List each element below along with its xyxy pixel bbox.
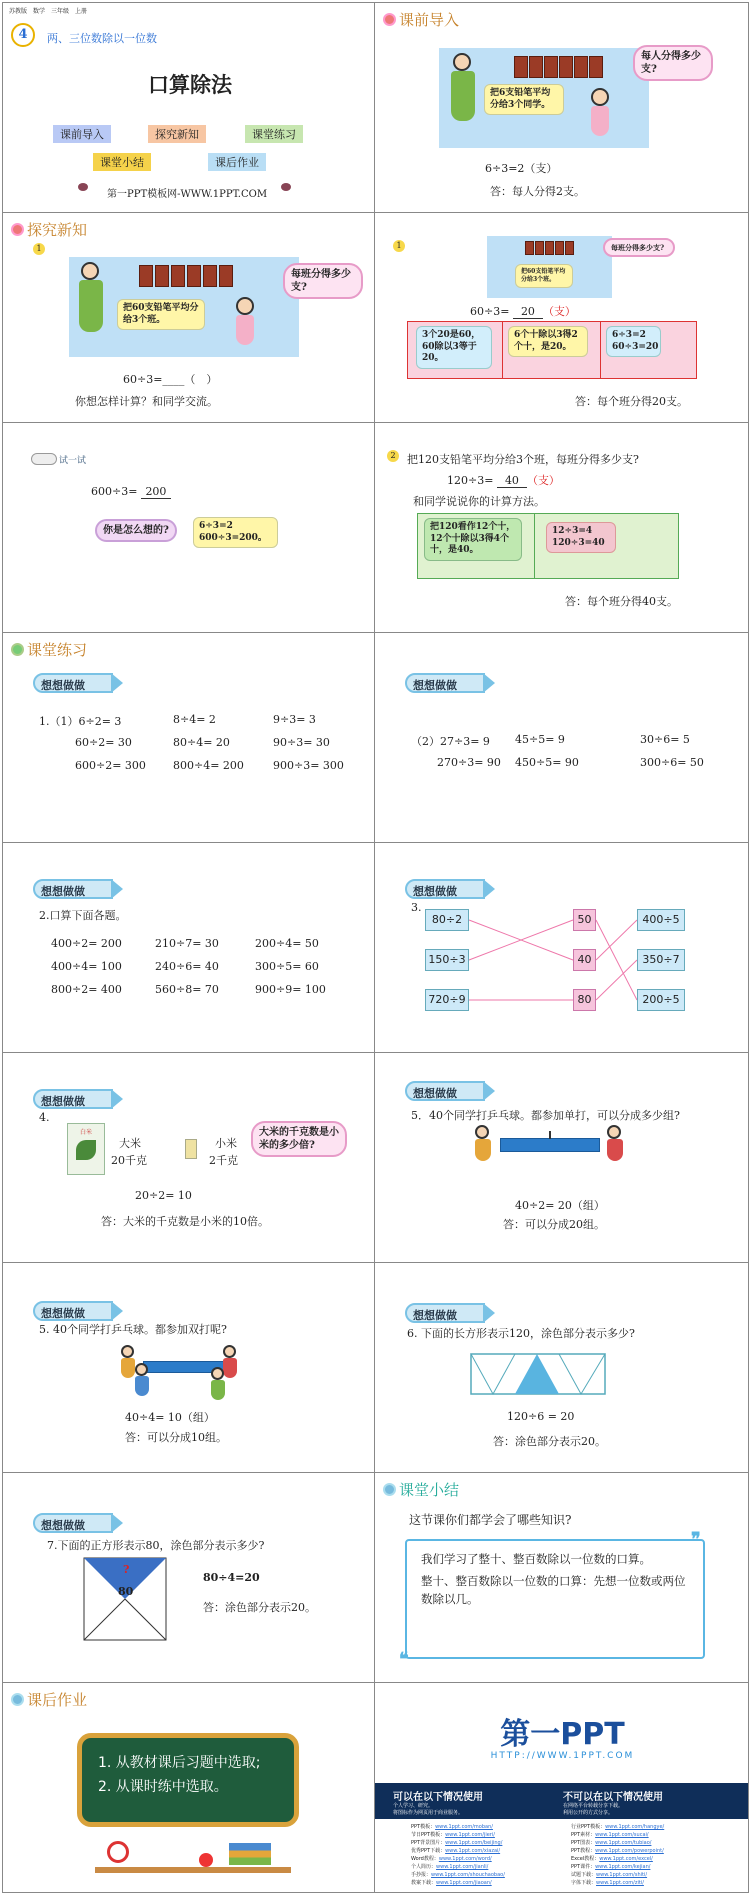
exercise-cell: 300÷6= 50 (640, 756, 704, 769)
unit-badge: 4 (11, 23, 35, 47)
link-row[interactable]: 试题下载：www.1ppt.com/shiti/ (571, 1872, 648, 1878)
pencil-icon (559, 56, 573, 78)
slide-square[interactable] (2, 1472, 376, 1683)
answer-bubble: 6÷3=2 600÷3=200。 (193, 517, 278, 548)
bell-icon (383, 13, 396, 26)
desk-shelf (95, 1867, 291, 1873)
answer: 答：大米的千克数是小米的10倍。 (101, 1215, 269, 1228)
section-header: 课堂练习 (11, 639, 87, 660)
mid-value: 80 (573, 989, 596, 1011)
num-badge: 1 (393, 240, 405, 252)
left-expr: 150÷3 (425, 949, 469, 971)
equation: 6÷3=2（支） (485, 162, 558, 175)
link-row[interactable]: PPT素材：www.1ppt.com/sucai/ (571, 1832, 649, 1838)
triangle (559, 1354, 605, 1394)
question-mark: ? (123, 1563, 130, 1576)
can-item: 个人学习、研究。 (393, 1803, 434, 1809)
illustration (69, 257, 299, 357)
slide-title[interactable] (2, 2, 376, 213)
pencil-icon (219, 265, 233, 287)
small-label: 小米 (215, 1137, 237, 1150)
exercise-cell: 90÷3= 30 (273, 736, 330, 749)
match-lines (375, 843, 749, 1053)
question: 7.下面的正方形表示80，涂色部分表示多少? (47, 1539, 265, 1552)
bell-icon (11, 643, 24, 656)
bee-icon (78, 183, 88, 191)
links-right (571, 1823, 664, 1887)
triangle (471, 1354, 515, 1394)
question: 把120支铅笔平均分给3个班，每班分得多少支? (407, 453, 639, 466)
slide-matching[interactable] (374, 842, 749, 1053)
cant-title: 不可以在以下情况使用 (563, 1792, 663, 1803)
mid-value: 40 (573, 949, 596, 971)
footer-text: 第一PPT模板网-WWW.1PPT.COM (107, 189, 268, 200)
crumbs: 苏教版 数学 三年级 上册 (9, 8, 88, 15)
question: 5. 40个同学打乒乓球。都参加双打呢? (39, 1323, 227, 1336)
left-expr: 80÷2 (425, 909, 469, 931)
exercise-cell: 210÷7= 30 (155, 937, 219, 950)
exercise-cell: 800÷2= 400 (51, 983, 122, 996)
link-row[interactable]: PPT模板：www.1ppt.com/moban/ (411, 1824, 493, 1830)
pencil-icon (155, 265, 169, 287)
equation: 60÷3= 20 （支） (470, 305, 576, 318)
summary-point: 整十、整百数除以一位数的口算：先想一位数或两位数除以几。 (421, 1573, 686, 1606)
link-row[interactable]: PPT背景图片：www.1ppt.com/beijing/ (411, 1840, 503, 1846)
tab-explore[interactable]: 探究新知 (148, 125, 206, 143)
pencil-icon (555, 241, 564, 255)
bell-icon (11, 1693, 24, 1706)
link-row[interactable]: PPT课件：www.1ppt.com/kejian/ (571, 1864, 651, 1870)
link-row[interactable]: 节日PPT模板：www.1ppt.com/jieri/ (411, 1832, 495, 1838)
section-header: 课前导入 (383, 9, 459, 30)
exercise-cell: 450÷5= 90 (515, 756, 579, 769)
try-label: 试一试 (59, 456, 87, 466)
leaf-icon (76, 1140, 96, 1160)
exercise-cell: 560÷8= 70 (155, 983, 219, 996)
exercise-cell: 240÷6= 40 (155, 960, 219, 973)
think-tag: 想想做做 (405, 1081, 485, 1101)
links-left (411, 1823, 505, 1887)
link-row[interactable]: 字体下载：www.1ppt.com/ziti/ (571, 1880, 644, 1886)
match-line (596, 920, 637, 960)
pencil-icon (535, 241, 544, 255)
cant-item: 利用公开的方式分享。 (563, 1810, 614, 1816)
slide-explore-1[interactable] (2, 212, 376, 423)
discussion-prompt: 和同学说说你的计算方法。 (413, 495, 545, 508)
pencil-icon (574, 56, 588, 78)
think-tag: 想想做做 (405, 673, 485, 693)
question-bubble: 每人分得多少支? (633, 45, 713, 81)
pencil-icon (187, 265, 201, 287)
pencil-icon (514, 56, 528, 78)
exercise-cell: 1.（1）6÷2= 3 (39, 715, 122, 728)
link-row[interactable]: 行业PPT模板：www.1ppt.com/hangye/ (571, 1824, 665, 1830)
car-icon (31, 453, 57, 465)
summary-question: 这节课你们都学会了哪些知识? (409, 1513, 572, 1527)
exercise-title: 2.口算下面各题。 (39, 909, 127, 922)
exercise-cell: 400÷4= 100 (51, 960, 122, 973)
slide-rice[interactable] (2, 1052, 376, 1263)
answer: 答：可以分成10组。 (125, 1431, 227, 1444)
exercise-cell: 270÷3= 90 (437, 756, 501, 769)
equation: 60÷3=____（ ） (123, 373, 218, 386)
equation: 40÷2= 20（组） (515, 1199, 605, 1212)
answer: 答：每个班分得40支。 (565, 595, 678, 608)
method-panel (417, 513, 679, 579)
section-header: 探究新知 (11, 219, 87, 240)
center-value: 80 (118, 1585, 134, 1598)
slide-practice-2[interactable] (374, 632, 749, 843)
unit-title: 两、三位数除以一位数 (47, 32, 157, 45)
exercise-cell: 8÷4= 2 (173, 713, 216, 726)
link-row[interactable]: 教案下载：www.1ppt.com/jiaoan/ (411, 1880, 492, 1886)
slide-try[interactable] (2, 422, 376, 633)
millet-bag-image (185, 1139, 197, 1159)
can-item: 将图标作为网页用于商业服务。 (393, 1810, 464, 1816)
links-panel (375, 1819, 749, 1893)
pencil-icon (565, 241, 574, 255)
slide-pingpong-double[interactable] (2, 1262, 376, 1473)
exercise-cell: 900÷9= 100 (255, 983, 326, 996)
num-badge: 1 (33, 243, 45, 255)
pencil-icon (525, 241, 534, 255)
exercise-cell: 30÷6= 5 (640, 733, 690, 746)
think-tag: 想想做做 (33, 1513, 113, 1533)
exercise-cell: 45÷5= 9 (515, 733, 565, 746)
slide-explore-2[interactable] (374, 212, 749, 423)
think-tag: 想想做做 (33, 1301, 113, 1321)
method-2: 12÷3=4 120÷3=40 (546, 522, 616, 553)
illustration (487, 236, 612, 298)
section-header: 课堂小结 (383, 1479, 459, 1500)
exercise-cell: 200÷4= 50 (255, 937, 319, 950)
equation: 20÷2= 10 (135, 1189, 192, 1202)
tab-preview[interactable]: 课前导入 (53, 125, 111, 143)
match-line (596, 920, 637, 1000)
think-tag: 想想做做 (33, 673, 113, 693)
question-bubble: 每班分得多少支? (603, 238, 675, 257)
think-tag: 想想做做 (33, 1089, 113, 1109)
bell-icon (383, 1483, 396, 1496)
clock-icon (107, 1841, 129, 1863)
question: 6. 下面的长方形表示120，涂色部分表示多少? (407, 1327, 635, 1340)
apple-icon (199, 1853, 213, 1867)
slide-pingpong-single[interactable] (374, 1052, 749, 1263)
method-1: 3个20是60，60除以3等于20。 (416, 326, 492, 369)
exercise-cell: （2）27÷3= 9 (411, 735, 490, 748)
equation: 120÷3= 40 （支） (447, 474, 560, 487)
tab-practice[interactable]: 课堂练习 (245, 125, 303, 143)
link-row[interactable]: PPT教程：www.1ppt.com/powerpoint/ (571, 1848, 664, 1854)
link-row[interactable]: 个人简历：www.1ppt.com/jianli/ (411, 1864, 489, 1870)
slide-homework[interactable] (2, 1682, 376, 1893)
think-tag: 想想做做 (405, 879, 485, 899)
page-title: 口算除法 (148, 73, 232, 97)
exercise-cell: 800÷4= 200 (173, 759, 244, 772)
method-3: 6÷3=2 60÷3=20 (606, 326, 661, 357)
exercise-cell: 400÷2= 200 (51, 937, 122, 950)
exercise-num: 3. (411, 901, 422, 914)
bee-icon (281, 183, 291, 191)
method-2: 6个十除以3得2个十，是20。 (508, 326, 588, 357)
small-weight: 2千克 (209, 1154, 238, 1167)
answer: 答：涂色部分表示20。 (493, 1435, 606, 1448)
chalkboard (77, 1733, 299, 1827)
exercise-cell: 9÷3= 3 (273, 713, 316, 726)
exercise-num: 4. (39, 1111, 50, 1124)
mid-value: 50 (573, 909, 596, 931)
slide-rectangle[interactable] (374, 1262, 749, 1473)
num-badge: 2 (387, 450, 399, 462)
link-row[interactable]: Excel教程：www.1ppt.com/excel/ (571, 1856, 653, 1862)
tab-summary[interactable]: 课堂小结 (93, 153, 151, 171)
section-header: 课后作业 (11, 1689, 87, 1710)
logo: 第一PPT (500, 1717, 625, 1752)
shaded-triangle (515, 1354, 559, 1394)
question-bubble: 大米的千克数是小米的多少倍? (251, 1121, 347, 1157)
slide-practice-1[interactable] (2, 632, 376, 843)
equation: 120÷6 = 20 (507, 1410, 575, 1423)
rectangle-figure (470, 1353, 606, 1395)
speech-bubble: 把60支铅笔平均分给3个班。 (117, 299, 205, 330)
logo-url: HTTP://WWW.1PPT.COM (490, 1751, 635, 1761)
think-tag: 想想做做 (33, 879, 113, 899)
right-expr: 200÷5 (637, 989, 685, 1011)
big-weight: 20千克 (111, 1154, 147, 1167)
right-expr: 400÷5 (637, 909, 685, 931)
books-icon (229, 1843, 271, 1865)
match-line (596, 960, 637, 1000)
link-row[interactable]: PPT图表：www.1ppt.com/tubiao/ (571, 1840, 652, 1846)
quote-icon: ❝ (399, 1649, 409, 1670)
homework-item: 2. 从课时练中选取。 (98, 1778, 228, 1795)
exercise-cell: 300÷5= 60 (255, 960, 319, 973)
slide-example-2[interactable] (374, 422, 749, 633)
slide-summary[interactable] (374, 1472, 749, 1683)
pencil-icon (203, 265, 217, 287)
pencil-icon (171, 265, 185, 287)
pencil-icon (589, 56, 603, 78)
summary-box (405, 1539, 705, 1659)
can-title: 可以在以下情况使用 (393, 1792, 483, 1803)
right-expr: 350÷7 (637, 949, 685, 971)
cant-item: 在网络平台转载分享下载。 (563, 1803, 624, 1809)
equation: 600÷3= 200 (91, 485, 171, 499)
question-bubble: 你是怎么想的? (95, 519, 177, 542)
quote-icon: ❞ (691, 1529, 701, 1550)
exercise-cell: 900÷3= 300 (273, 759, 344, 772)
exercise-cell: 80÷4= 20 (173, 736, 230, 749)
tab-homework[interactable]: 课后作业 (208, 153, 266, 171)
answer: 答：每人分得2支。 (490, 185, 585, 198)
link-row[interactable]: 手抄报：www.1ppt.com/shouchaobao/ (411, 1872, 505, 1878)
exercise-cell: 600÷2= 300 (75, 759, 146, 772)
summary-point: 我们学习了整十、整百数除以一位数的口算。 (421, 1552, 651, 1566)
equation: 40÷4= 10（组） (125, 1411, 215, 1424)
answer: 答：每个班分得20支。 (575, 395, 688, 408)
answer: 答：可以分成20组。 (503, 1218, 605, 1231)
answer: 答：涂色部分表示20。 (203, 1601, 316, 1614)
slide-preview[interactable] (374, 2, 749, 213)
question: 5．40个同学打乒乓球。都参加单打，可以分成多少组? (411, 1109, 680, 1122)
bell-icon (11, 223, 24, 236)
exercise-cell: 60÷2= 30 (75, 736, 132, 749)
pencil-icon (139, 265, 153, 287)
pencil-icon (529, 56, 543, 78)
pencil-icon (545, 241, 554, 255)
bag-label: 白米 (79, 1129, 92, 1136)
pingpong-table-image (500, 1138, 600, 1152)
slide-credits[interactable] (374, 1682, 749, 1893)
net-icon (549, 1131, 551, 1139)
question-bubble: 每班分得多少支? (283, 263, 363, 299)
illustration (439, 48, 649, 148)
slide-practice-3[interactable] (2, 842, 376, 1053)
big-label: 大米 (119, 1137, 141, 1150)
link-row[interactable]: 优秀PPT下载：www.1ppt.com/xiazai/ (411, 1848, 501, 1854)
pencil-icon (544, 56, 558, 78)
rice-bag-image (67, 1123, 105, 1175)
link-row[interactable]: Word教程：www.1ppt.com/word/ (411, 1856, 492, 1862)
speech-bubble: 把6支铅笔平均分给3个同学。 (484, 84, 564, 115)
homework-item: 1. 从教材课后习题中选取; (98, 1755, 261, 1771)
discussion-prompt: 你想怎样计算？和同学交流。 (75, 395, 218, 408)
speech-bubble: 把60支铅笔平均分给3个班。 (515, 264, 573, 288)
left-expr: 720÷9 (425, 989, 469, 1011)
method-panel (407, 321, 697, 379)
equation: 80÷4=20 (203, 1571, 260, 1584)
think-tag: 想想做做 (405, 1303, 485, 1323)
method-1: 把120看作12个十，12个十除以3得4个十，是40。 (424, 518, 522, 561)
